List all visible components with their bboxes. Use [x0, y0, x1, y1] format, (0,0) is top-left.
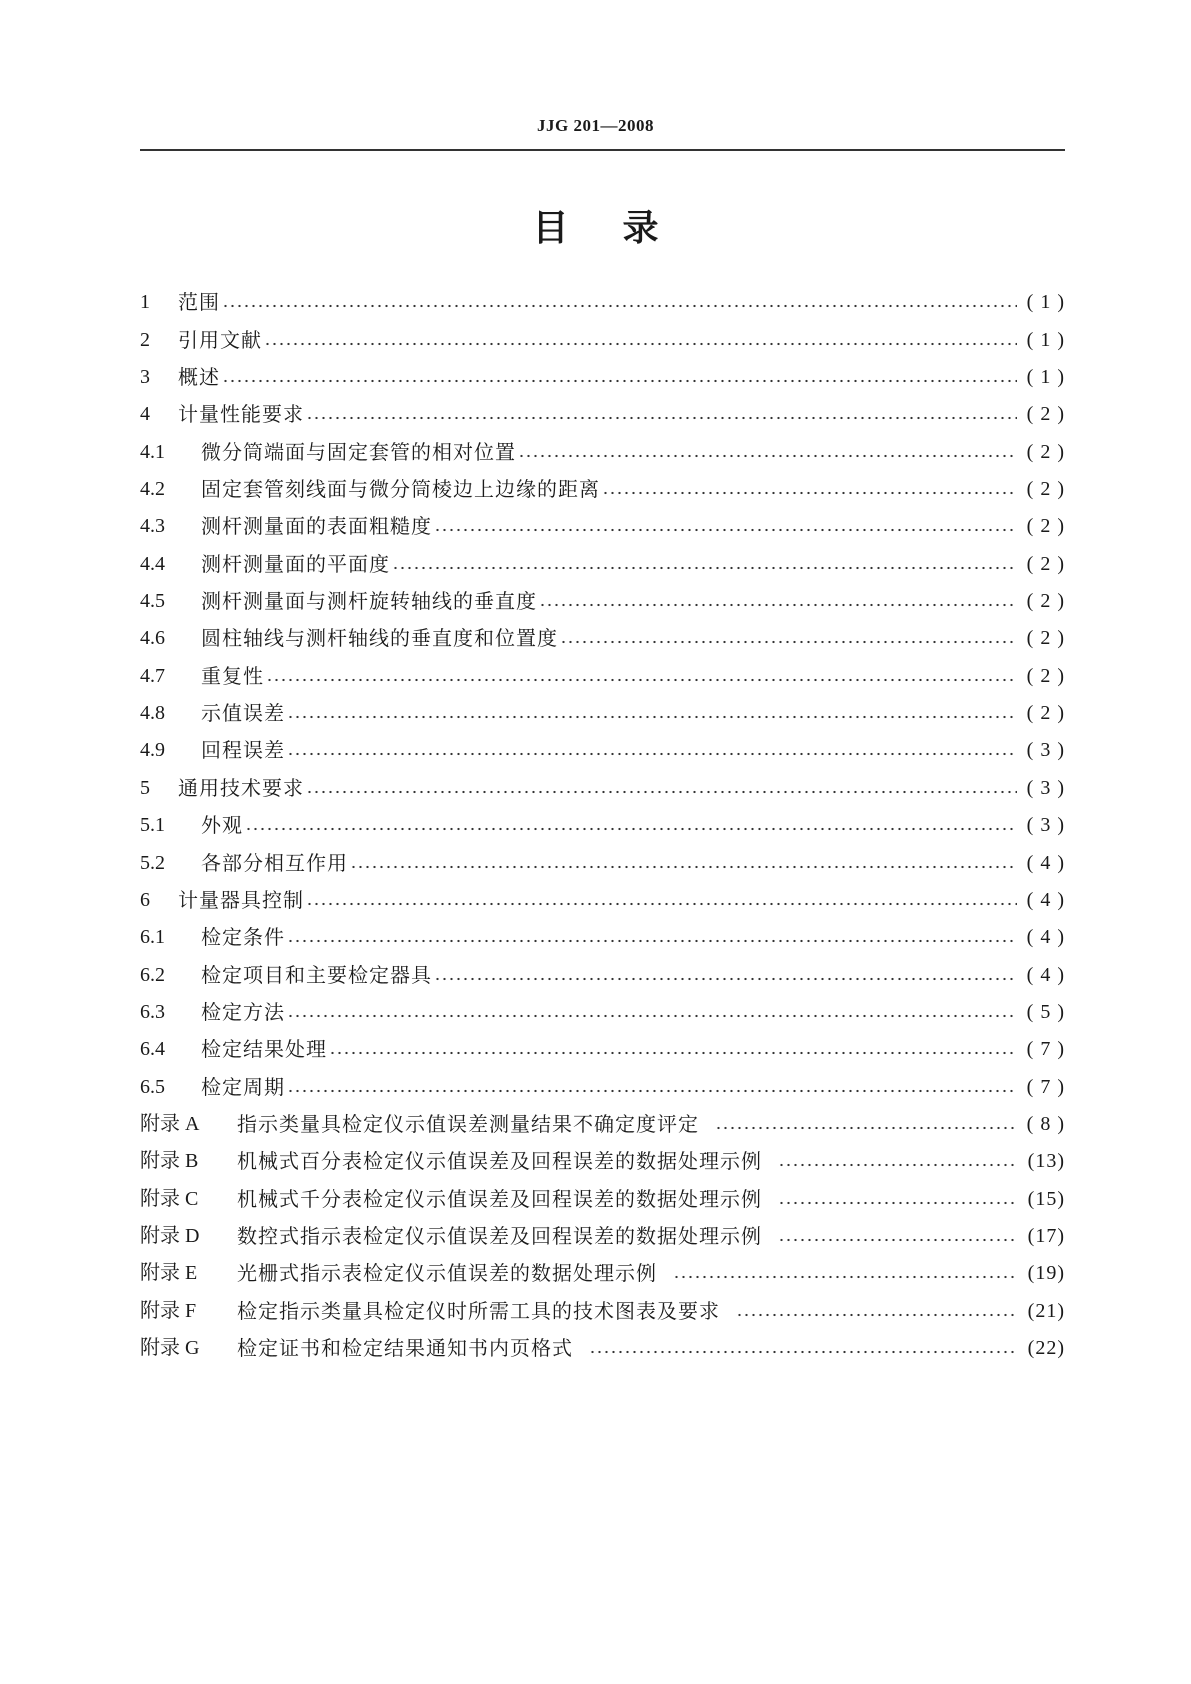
- dot-leader: [306, 773, 1017, 803]
- dot-leader: [329, 1034, 1017, 1064]
- toc-entry-number: 附录 F: [140, 1299, 197, 1322]
- toc-entry-number: 附录 A: [140, 1112, 200, 1135]
- toc-entry-page: ( 3 ): [1026, 814, 1065, 837]
- dot-leader: [287, 735, 1017, 765]
- toc-entry-title: 示值误差: [201, 701, 285, 726]
- toc-entry-title: 概述: [178, 365, 220, 390]
- toc-entry-title: 检定指示类量具检定仪时所需工具的技术图表及要求: [237, 1298, 720, 1323]
- dot-leader: [392, 549, 1017, 579]
- toc-entry-page: (13): [1027, 1150, 1065, 1173]
- dot-leader: [306, 885, 1017, 915]
- toc-entry-page: ( 2 ): [1026, 515, 1065, 538]
- toc-entry-number: 5.2: [140, 851, 165, 874]
- toc-entry-page: ( 2 ): [1026, 590, 1065, 613]
- toc-entry[interactable]: [140, 878, 1065, 915]
- toc-entry-number: 5.1: [140, 814, 165, 837]
- toc-entry-title: 计量器具控制: [178, 887, 304, 912]
- toc-entry-title: 测杆测量面的表面粗糙度: [201, 514, 432, 539]
- toc-entry-title: 重复性: [201, 663, 264, 688]
- toc-entry[interactable]: [140, 765, 1065, 802]
- dot-leader: [287, 698, 1017, 728]
- toc-entry-title: 外观: [201, 813, 243, 838]
- toc-entry[interactable]: [140, 691, 1065, 728]
- toc-entry-number: 4.9: [140, 739, 165, 762]
- toc-entry-title: 机械式百分表检定仪示值误差及回程误差的数据处理示例: [237, 1149, 762, 1174]
- toc-entry[interactable]: [140, 280, 1065, 317]
- toc-entry[interactable]: [140, 952, 1065, 989]
- toc-entry-number: 6.1: [140, 926, 165, 949]
- toc-entry-number: 附录 D: [140, 1224, 200, 1247]
- toc-entry[interactable]: [140, 653, 1065, 690]
- toc-entry-title: 测杆测量面与测杆旋转轴线的垂直度: [201, 589, 537, 614]
- toc-entry-title: 检定方法: [201, 999, 285, 1024]
- toc-entry-number: 6.3: [140, 1000, 165, 1023]
- toc-entry-page: (19): [1027, 1262, 1065, 1285]
- toc-entry[interactable]: [140, 541, 1065, 578]
- toc-entry[interactable]: [140, 1102, 1065, 1139]
- toc-entry-title: 各部分相互作用: [201, 850, 348, 875]
- dot-leader: [350, 848, 1017, 878]
- toc-entry[interactable]: [140, 1139, 1065, 1176]
- toc-entry-number: 4.6: [140, 627, 165, 650]
- toc-entry-title: 检定结果处理: [201, 1037, 327, 1062]
- toc-entry-page: ( 3 ): [1026, 739, 1065, 762]
- dot-leader: [778, 1184, 1017, 1214]
- toc-entry-title: 检定项目和主要检定器具: [201, 962, 432, 987]
- toc-entry[interactable]: [140, 392, 1065, 429]
- toc-entry-number: 3: [140, 366, 150, 389]
- toc-entry-number: 6.4: [140, 1038, 165, 1061]
- toc-entry[interactable]: [140, 616, 1065, 653]
- toc-entry-title: 回程误差: [201, 738, 285, 763]
- dot-leader: [736, 1296, 1017, 1326]
- table-of-contents: [140, 280, 1065, 1363]
- dot-leader: [264, 325, 1017, 355]
- toc-entry-page: ( 4 ): [1026, 963, 1065, 986]
- toc-entry-title: 通用技术要求: [178, 775, 304, 800]
- dot-leader: [778, 1146, 1017, 1176]
- toc-entry-title: 光栅式指示表检定仪示值误差的数据处理示例: [237, 1261, 657, 1286]
- dot-leader: [539, 586, 1017, 616]
- toc-entry-page: ( 4 ): [1026, 926, 1065, 949]
- toc-entry[interactable]: [140, 429, 1065, 466]
- toc-entry[interactable]: [140, 1288, 1065, 1325]
- dot-leader: [287, 1072, 1017, 1102]
- toc-entry-page: ( 2 ): [1026, 702, 1065, 725]
- toc-entry-page: ( 1 ): [1026, 366, 1065, 389]
- toc-entry-number: 4: [140, 403, 150, 426]
- page-title: 目录: [532, 208, 713, 249]
- toc-entry-page: ( 2 ): [1026, 478, 1065, 501]
- toc-entry-title: 引用文献: [178, 327, 262, 352]
- dot-leader: [602, 474, 1017, 504]
- toc-entry-page: (17): [1027, 1224, 1065, 1247]
- toc-entry-page: ( 1 ): [1026, 328, 1065, 351]
- dot-leader: [222, 287, 1017, 317]
- toc-entry-page: (22): [1027, 1336, 1065, 1359]
- toc-entry-title: 计量性能要求: [178, 402, 304, 427]
- document-code-header: JJG 201—2008: [537, 116, 654, 135]
- toc-entry-title: 微分筒端面与固定套管的相对位置: [201, 439, 516, 464]
- toc-entry[interactable]: [140, 915, 1065, 952]
- toc-entry-page: ( 2 ): [1026, 627, 1065, 650]
- toc-entry[interactable]: [140, 1326, 1065, 1363]
- toc-entry[interactable]: [140, 990, 1065, 1027]
- dot-leader: [287, 922, 1017, 952]
- toc-entry-title: 检定条件: [201, 925, 285, 950]
- toc-entry-number: 6.2: [140, 963, 165, 986]
- toc-entry-page: ( 7 ): [1026, 1038, 1065, 1061]
- toc-entry-number: 4.3: [140, 515, 165, 538]
- toc-entry[interactable]: [140, 803, 1065, 840]
- toc-entry-number: 附录 B: [140, 1150, 199, 1173]
- dot-leader: [673, 1258, 1017, 1288]
- toc-entry-number: 4.5: [140, 590, 165, 613]
- toc-entry-title: 检定证书和检定结果通知书内页格式: [237, 1335, 573, 1360]
- toc-entry[interactable]: [140, 728, 1065, 765]
- toc-entry-number: 4.2: [140, 478, 165, 501]
- toc-entry-number: 附录 E: [140, 1262, 198, 1285]
- dot-leader: [287, 997, 1017, 1027]
- toc-entry-page: ( 7 ): [1026, 1075, 1065, 1098]
- toc-entry-page: ( 1 ): [1026, 291, 1065, 314]
- dot-leader: [266, 661, 1017, 691]
- toc-entry-number: 2: [140, 328, 150, 351]
- dot-leader: [222, 362, 1017, 392]
- toc-entry-page: ( 5 ): [1026, 1000, 1065, 1023]
- dot-leader: [434, 511, 1017, 541]
- toc-entry-page: ( 2 ): [1026, 664, 1065, 687]
- dot-leader: [715, 1109, 1017, 1139]
- toc-entry-number: 6: [140, 888, 150, 911]
- toc-entry-number: 附录 C: [140, 1187, 199, 1210]
- toc-entry-page: ( 2 ): [1026, 440, 1065, 463]
- toc-entry-title: 测杆测量面的平面度: [201, 551, 390, 576]
- toc-entry[interactable]: [140, 1251, 1065, 1288]
- toc-entry-page: ( 4 ): [1026, 851, 1065, 874]
- dot-leader: [589, 1333, 1017, 1363]
- toc-entry[interactable]: [140, 1214, 1065, 1251]
- toc-entry-page: ( 3 ): [1026, 776, 1065, 799]
- toc-entry-number: 附录 G: [140, 1336, 200, 1359]
- dot-leader: [518, 437, 1017, 467]
- toc-entry-number: 5: [140, 776, 150, 799]
- dot-leader: [434, 960, 1017, 990]
- toc-entry[interactable]: [140, 1027, 1065, 1064]
- toc-entry-title: 固定套管刻线面与微分筒棱边上边缘的距离: [201, 477, 600, 502]
- toc-entry-title: 检定周期: [201, 1074, 285, 1099]
- toc-entry-number: 1: [140, 291, 150, 314]
- toc-entry-page: (15): [1027, 1187, 1065, 1210]
- toc-entry-number: 4.4: [140, 552, 165, 575]
- toc-entry[interactable]: [140, 317, 1065, 354]
- toc-entry-page: ( 2 ): [1026, 403, 1065, 426]
- toc-entry[interactable]: [140, 504, 1065, 541]
- toc-entry-number: 6.5: [140, 1075, 165, 1098]
- toc-entry-number: 4.1: [140, 440, 165, 463]
- toc-entry[interactable]: [140, 1176, 1065, 1213]
- dot-leader: [245, 810, 1017, 840]
- toc-entry[interactable]: [140, 1064, 1065, 1101]
- dot-leader: [306, 399, 1017, 429]
- toc-entry-title: 指示类量具检定仪示值误差测量结果不确定度评定: [237, 1111, 699, 1136]
- toc-entry-page: ( 2 ): [1026, 552, 1065, 575]
- toc-entry[interactable]: [140, 840, 1065, 877]
- toc-entry-title: 圆柱轴线与测杆轴线的垂直度和位置度: [201, 626, 558, 651]
- header-rule: [140, 149, 1065, 151]
- toc-entry-number: 4.7: [140, 664, 165, 687]
- toc-entry-number: 4.8: [140, 702, 165, 725]
- toc-entry-page: ( 4 ): [1026, 888, 1065, 911]
- toc-entry-title: 数控式指示表检定仪示值误差及回程误差的数据处理示例: [237, 1223, 762, 1248]
- toc-entry-page: ( 8 ): [1026, 1112, 1065, 1135]
- toc-entry-title: 范围: [178, 290, 220, 315]
- dot-leader: [560, 623, 1017, 653]
- toc-entry-title: 机械式千分表检定仪示值误差及回程误差的数据处理示例: [237, 1186, 762, 1211]
- dot-leader: [778, 1221, 1017, 1251]
- toc-entry[interactable]: [140, 355, 1065, 392]
- toc-entry-page: (21): [1027, 1299, 1065, 1322]
- toc-entry[interactable]: [140, 579, 1065, 616]
- toc-entry[interactable]: [140, 467, 1065, 504]
